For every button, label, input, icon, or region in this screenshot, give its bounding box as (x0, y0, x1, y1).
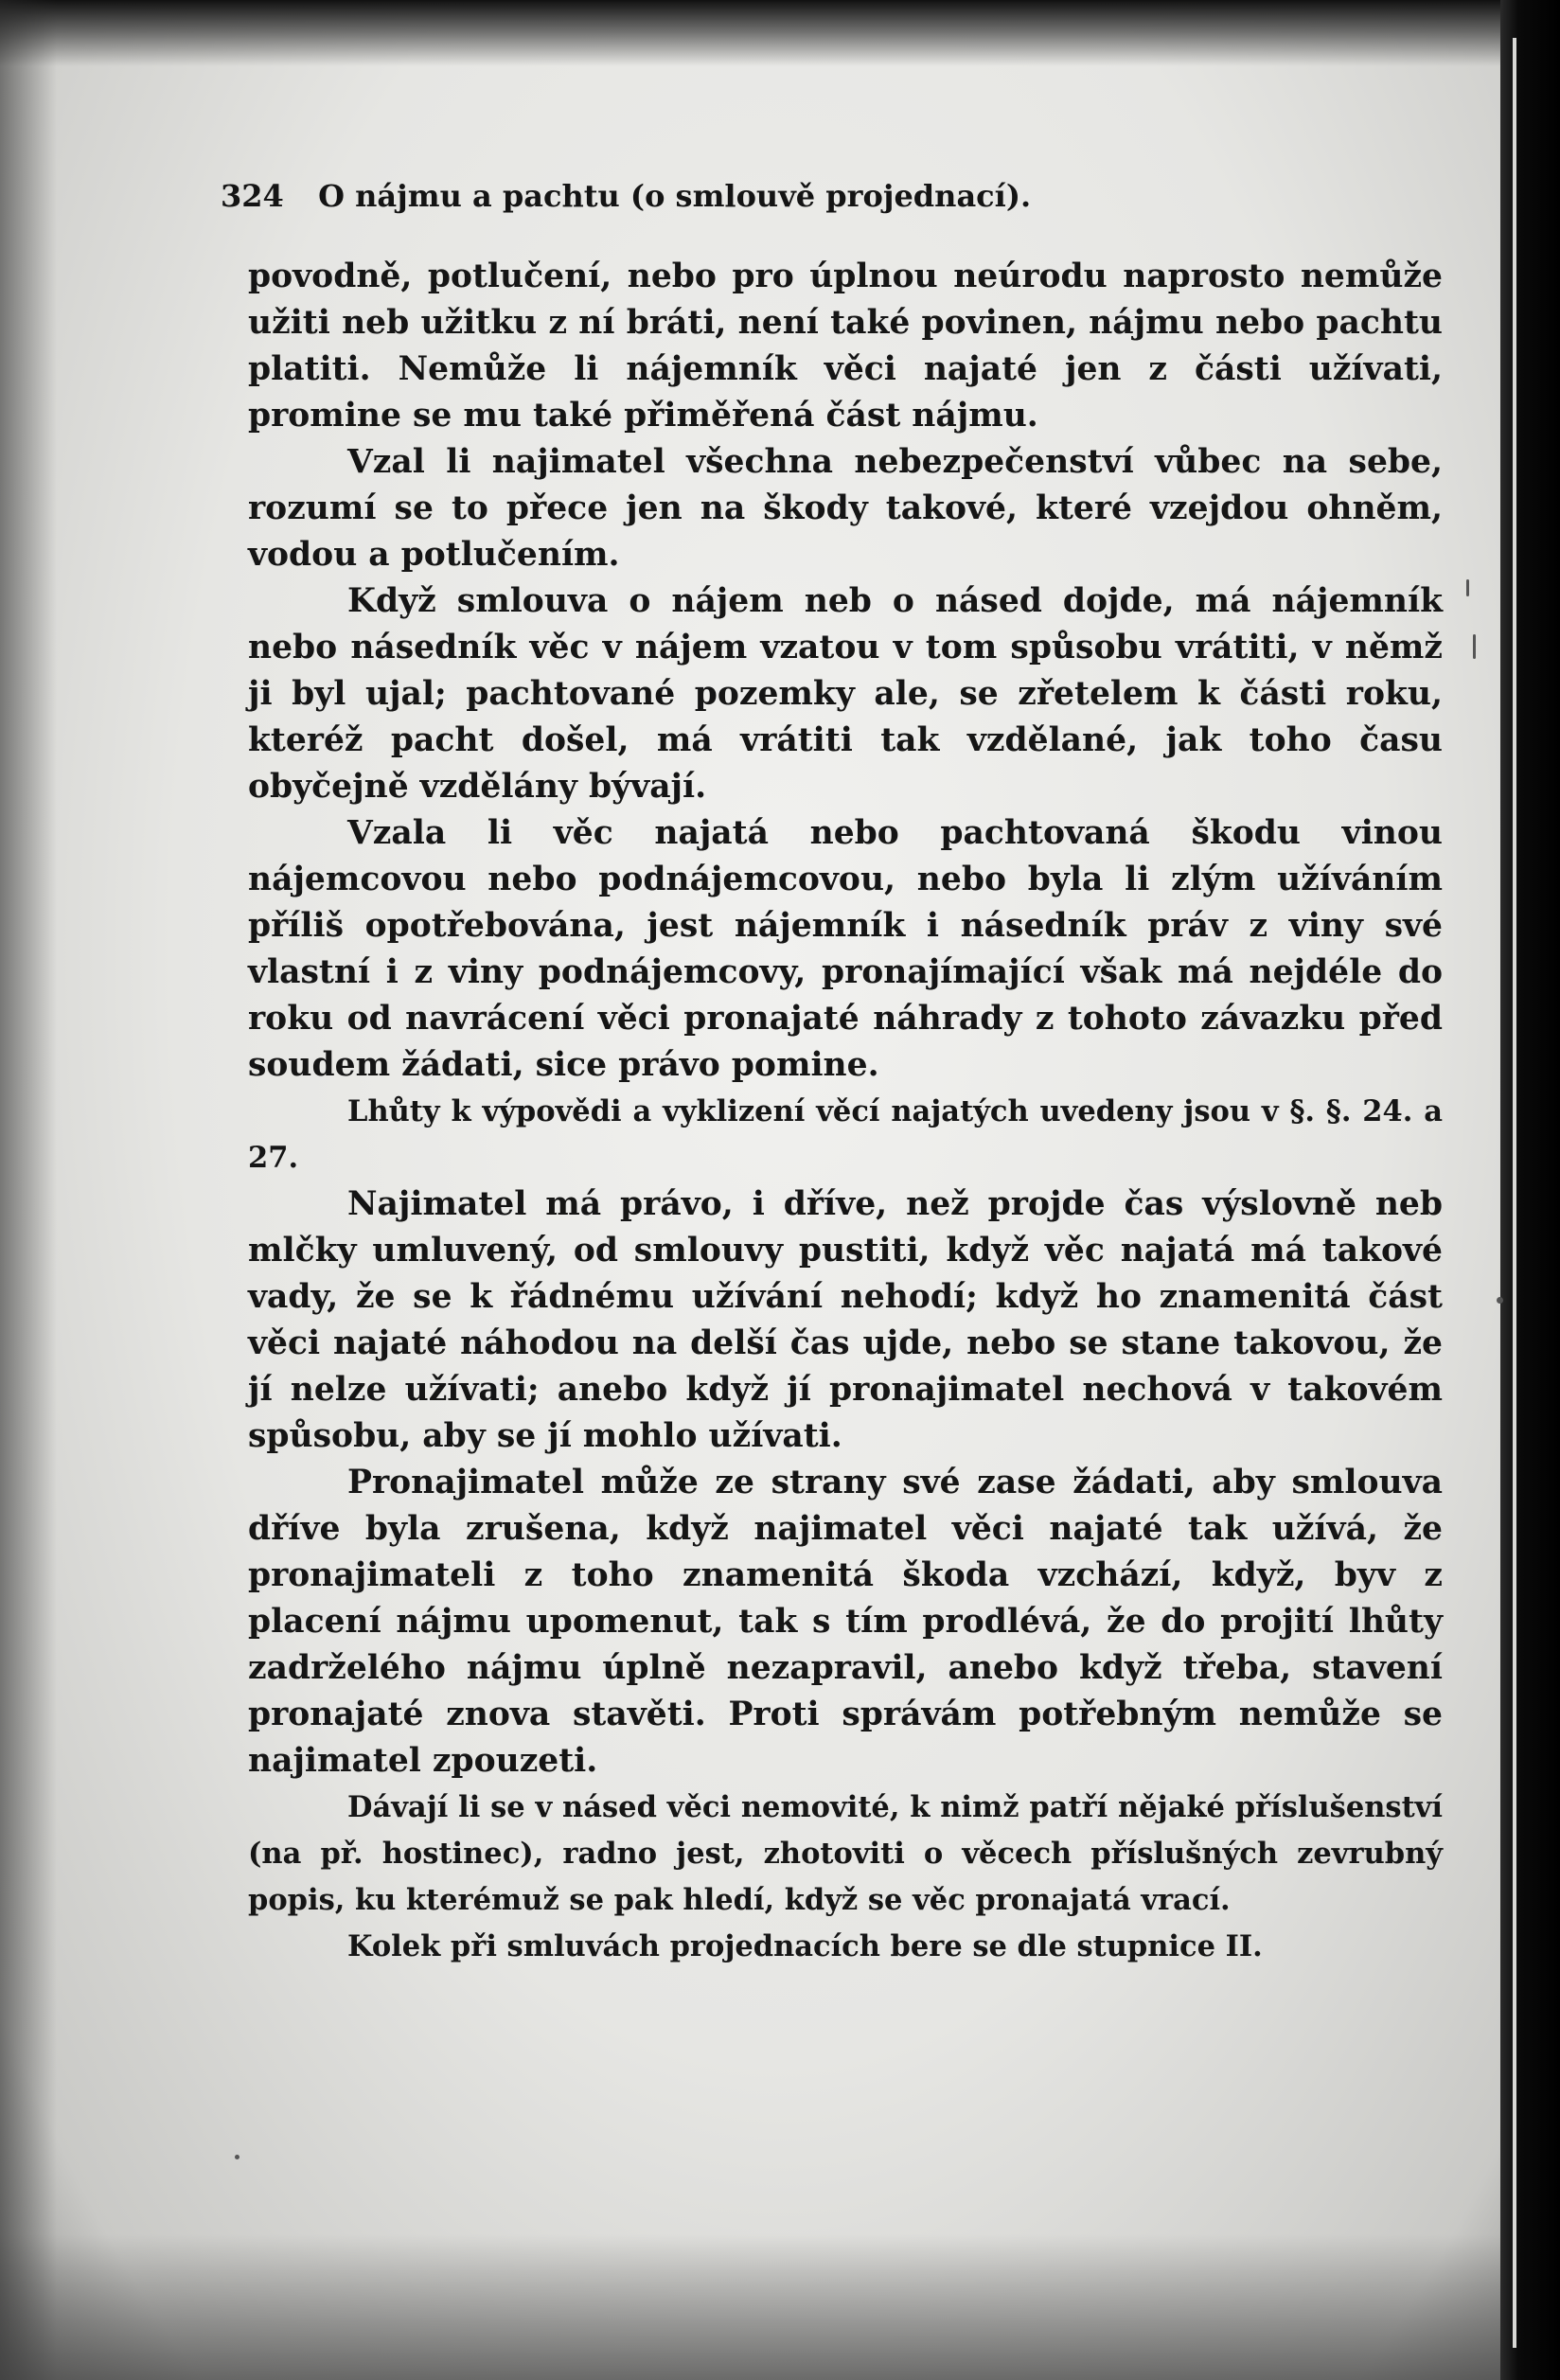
paragraph-5: Lhůty k výpovědi a vyklizení věcí najatých uvedeny jsou v §. §. 24. a 27. (248, 1094, 1443, 1175)
paragraph-6: Najimatel má právo, i dříve, než projde čas výslovně neb mlčky umluvený, od smlouvy pustiti, když věc najatá má takové vady, že se k řádnému užívání nehodí; když ho znamenitá část věci najaté náhodou na delší čas ujde, nebo se stane takovou, že jí nelze užívati; anebo když jí pronajimatel nechová v takovém spůsobu, aby se jí mohlo užívati. (248, 1185, 1443, 1455)
paragraph-4: Vzala li věc najatá nebo pachtovaná škodu vinou nájemcovou nebo podnájemcovou, nebo byla li zlým užíváním příliš opotřebována, jest nájemník i násedník práv z viny své vlastní i z viny podnájemcovy, pronajímající však má nejdéle do roku od navrácení věci pronajaté náhrady z tohoto závazku před soudem žádati, sice právo pomine. (248, 814, 1443, 1084)
paragraph-3: Když smlouva o nájem neb o násed dojde, má nájemník nebo násedník věc v nájem vzatou v tom spůsobu vrátiti, v němž ji byl ujal; pachtované pozemky ale, se zřetelem k části roku, kteréž pacht došel, má vrátiti tak vzdělané, jak toho času obyčejně vzdělány bývají. (248, 582, 1443, 806)
paragraph-7: Pronajimatel může ze strany své zase žádati, aby smlouva dříve byla zrušena, když najimatel věci najaté tak užívá, že pronajimateli z toho znamenitá škoda vzchází, když, byv z placení nájmu upomenut, tak s tím prodlévá, že do projití lhůty zadrželého nájmu úplně nezapravil, anebo když třeba, stavení pronajaté znova stavěti. Proti správám potřebným nemůže se najimatel zpouzeti. (248, 1464, 1443, 1780)
running-header (221, 178, 1451, 214)
paragraph-2: Vzal li najimatel všechna nebezpečenství vůbec na sebe, rozumí se to přece jen na škody takové, které vzejdou ohněm, vodou a potlučením. (248, 443, 1443, 574)
book-edge-right (1500, 0, 1560, 2380)
speck (1473, 634, 1476, 659)
page-edge-line (1513, 38, 1516, 2348)
paragraph-8: Dávají li se v násed věci nemovité, k nimž patří nějaké příslušenství (na př. hostinec), radno jest, zhotoviti o věcech příslušných zevrubný popis, ku kterémuž se pak hledí, když se věc pronajatá vrací. (248, 1790, 1443, 1917)
paragraph-1: povodně, potlučení, nebo pro úplnou neúrodu naprosto nemůže užiti neb užitku z ní bráti, není také povinen, nájmu nebo pachtu platiti. Nemůže li nájemník věci najaté jen z části užívati, promine se mu také přiměřená část nájmu. (248, 258, 1443, 435)
scan-shadow-left (0, 0, 57, 2380)
running-head-title: O nájmu a pachtu (o smlouvě projednací). (318, 178, 1032, 214)
speck (1466, 579, 1469, 596)
scan-shadow-bottom (0, 2234, 1560, 2380)
speck (235, 2155, 239, 2159)
speck (1497, 1297, 1503, 1304)
scan-shadow-top (0, 0, 1560, 66)
paragraph-9: Kolek při smluvách projednacích bere se dle stupnice II. (347, 1929, 1263, 1963)
page-number: 324 (221, 178, 284, 214)
page-body (248, 254, 1443, 1970)
